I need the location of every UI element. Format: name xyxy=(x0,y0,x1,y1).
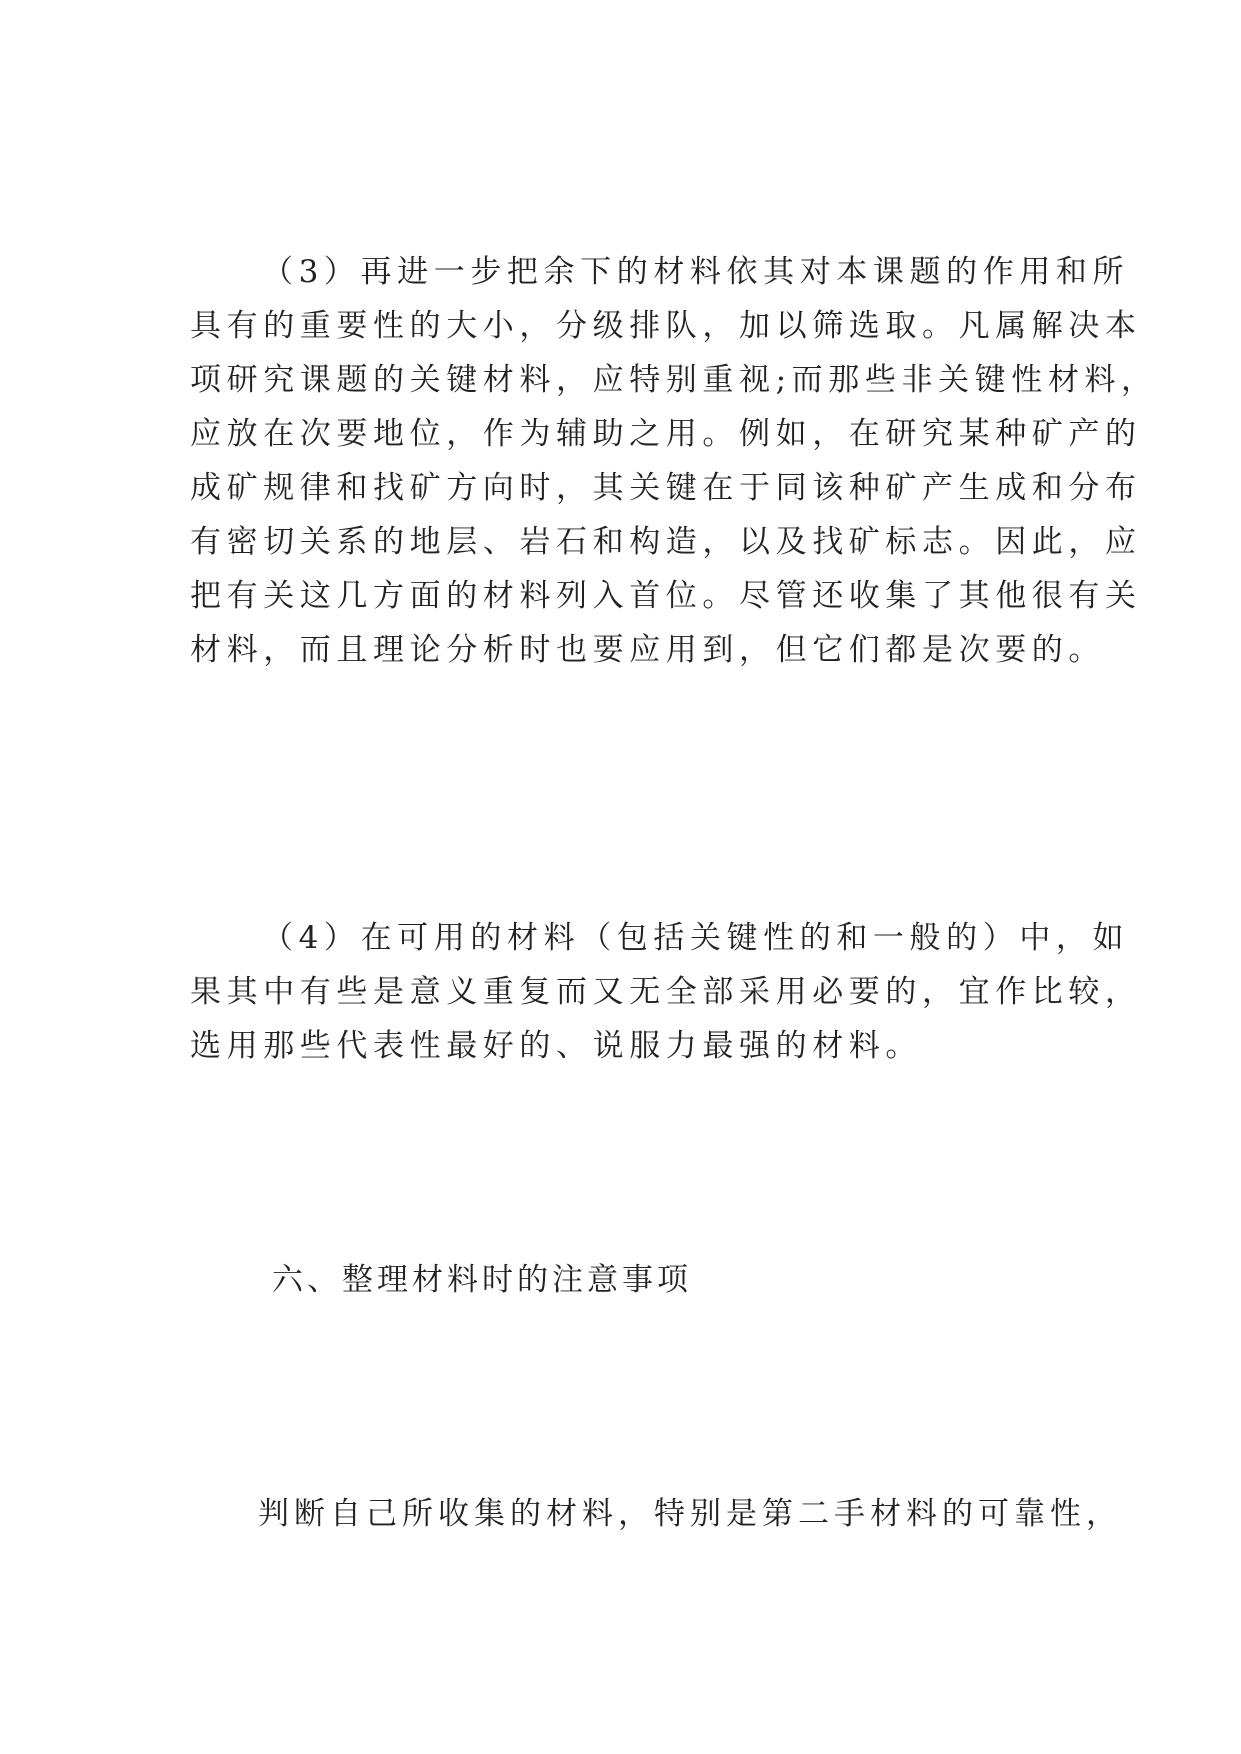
paragraph-line: 材料，而且理论分析时也要应用到，但它们都是次要的。 xyxy=(190,632,1105,668)
paragraph-line: 具有的重要性的大小，分级排队，加以筛选取。凡属解决本 xyxy=(190,308,1142,344)
paragraph-line: （4）在可用的材料（包括关键性的和一般的）中，如 xyxy=(262,920,1130,956)
paragraph-line: 应放在次要地位，作为辅助之用。例如，在研究某种矿产的 xyxy=(190,416,1142,452)
paragraph-line: 有密切关系的地层、岩石和构造，以及找矿标志。因此，应 xyxy=(190,524,1142,560)
paragraph-line: 果其中有些是意义重复而又无全部采用必要的，宜作比较， xyxy=(190,974,1142,1010)
paragraph-line: 选用那些代表性最好的、说服力最强的材料。 xyxy=(190,1028,922,1064)
paragraph-line: （3）再进一步把余下的材料依其对本课题的作用和所 xyxy=(262,254,1130,290)
paragraph-line: 成矿规律和找矿方向时，其关键在于同该种矿产生成和分布 xyxy=(190,470,1142,506)
paragraph-line: 把有关这几方面的材料列入首位。尽管还收集了其他很有关 xyxy=(190,578,1142,614)
paragraph-line: 项研究课题的关键材料，应特别重视;而那些非关键性材料， xyxy=(190,362,1158,398)
section-heading: 六、整理材料时的注意事项 xyxy=(272,1262,692,1298)
paragraph-line: 判断自己所收集的材料，特别是第二手材料的可靠性， xyxy=(258,1496,1122,1532)
